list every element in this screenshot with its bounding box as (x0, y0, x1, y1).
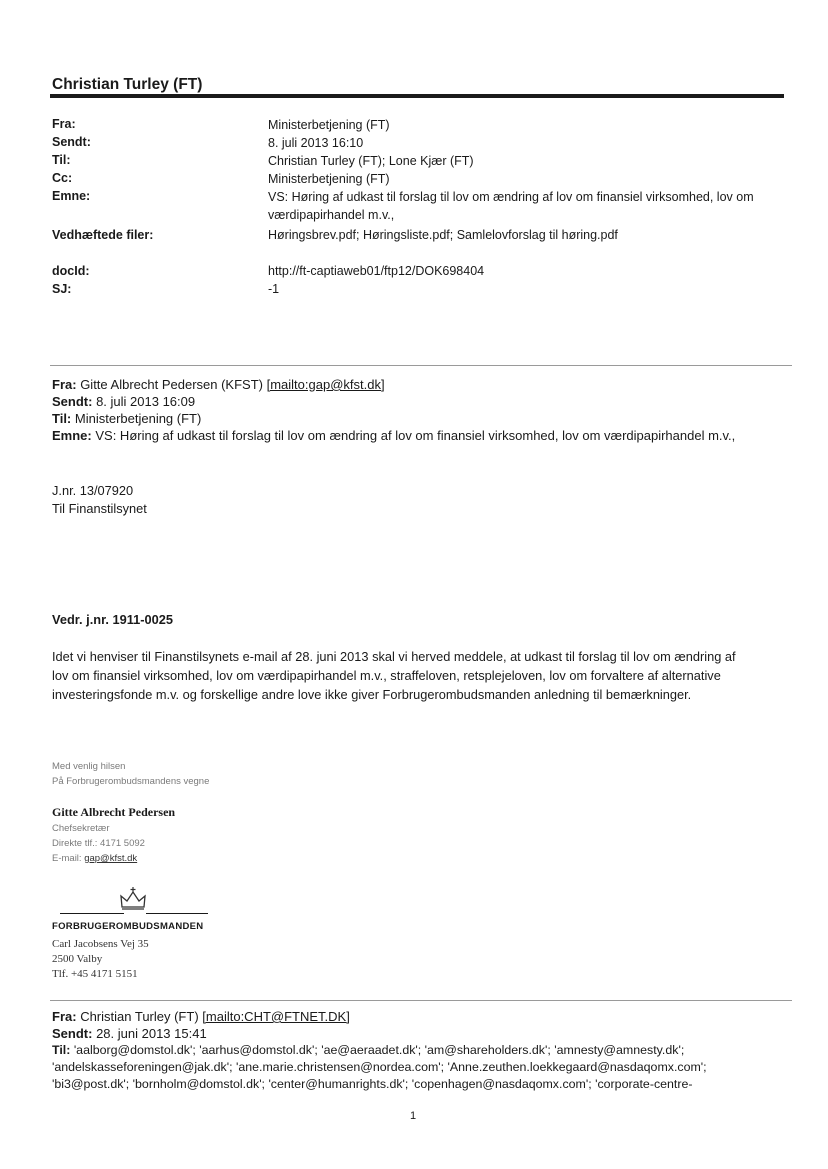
header-value: http://ft-captiaweb01/ftp12/DOK698404 (268, 264, 485, 278)
header-value: 8. juli 2013 16:10 (268, 136, 364, 150)
header-value: VS: Høring af udkast til forslag til lov om ændring af lov om finansiel virksomhed, lov om værdipapirhandel m.v., (268, 190, 754, 222)
message-separator (50, 1000, 792, 1001)
header-value: Ministerbetjening (FT) (268, 118, 390, 132)
to-recipients-line: 'aalborg@domstol.dk'; 'aarhus@domstol.dk'; 'ae@aeraadet.dk'; 'am@shareholders.dk'; 'amnesty@amnesty.dk'; (73, 1043, 685, 1057)
closing-greeting: Med venlig hilsen (52, 761, 126, 772)
message-separator (50, 365, 792, 366)
from-value: Christian Turley (FT) (80, 1009, 199, 1024)
sent-label: Sendt: (52, 394, 93, 409)
subject-value: VS: Høring af udkast til forslag til lov om ændring af lov om finansiel virksomhed, lov om værdipapirhandel m.v., (95, 428, 736, 443)
address-phone: Tlf. +45 4171 5151 (52, 968, 138, 980)
crown-logo-icon (118, 887, 148, 911)
header-label: docId: (52, 264, 90, 278)
header-label: Vedhæftede filer: (52, 228, 154, 242)
forwarded-subject (52, 427, 772, 444)
original-sent (52, 1025, 207, 1042)
closing-on-behalf: På Forbrugerombudsmandens vegne (52, 776, 210, 787)
logo-rule-right (146, 913, 208, 914)
header-value: Ministerbetjening (FT) (268, 172, 390, 186)
letter-recipient: Til Finanstilsynet (52, 501, 147, 516)
page-number: 1 (410, 1110, 417, 1122)
header-label: Sendt: (52, 135, 91, 149)
header-value: -1 (268, 282, 280, 296)
mailto-link[interactable]: [mailto:gap@kfst.dk] (266, 377, 385, 392)
forwarded-from (52, 376, 385, 393)
brand-name: FORBRUGEROMBUDSMANDEN (52, 921, 204, 932)
from-label: Fra: (52, 377, 77, 392)
signature-name: Gitte Albrecht Pedersen (52, 805, 176, 819)
sent-value: 8. juli 2013 16:09 (96, 394, 196, 409)
journal-number: J.nr. 13/07920 (52, 483, 134, 498)
header-value: Høringsbrev.pdf; Høringsliste.pdf; Samlelovforslag til høring.pdf (268, 228, 618, 242)
signature-phone: Direkte tlf.: 4171 5092 (52, 838, 145, 849)
from-value: Gitte Albrecht Pedersen (KFST) (80, 377, 263, 392)
address-city: 2500 Valby (52, 953, 103, 965)
forwarded-sent (52, 393, 195, 410)
original-from (52, 1008, 350, 1025)
logo-rule-left (60, 913, 124, 914)
header-label: Cc: (52, 171, 73, 185)
mailto-link[interactable]: [mailto:CHT@FTNET.DK] (202, 1009, 350, 1024)
from-label: Fra: (52, 1009, 77, 1024)
header-value: Christian Turley (FT); Lone Kjær (FT) (268, 154, 474, 168)
email-link[interactable]: gap@kfst.dk (84, 853, 138, 864)
to-label: Til: (52, 411, 72, 426)
title-rule (50, 94, 784, 98)
forwarded-to (52, 410, 201, 427)
original-to-cont: 'andelskasseforeningen@jak.dk'; 'ane.marie.christensen@nordea.com'; 'Anne.zeuthen.loekkegaard@nasdaqomx.com'; (52, 1060, 707, 1074)
header-label: Fra: (52, 117, 76, 131)
header-label: SJ: (52, 282, 72, 296)
document-title: Christian Turley (FT) (52, 76, 203, 93)
signature-title: Chefsekretær (52, 823, 110, 834)
header-label: Til: (52, 153, 71, 167)
subject-label: Emne: (52, 428, 92, 443)
sent-value: 28. juni 2013 15:41 (96, 1026, 207, 1041)
address-street: Carl Jacobsens Vej 35 (52, 938, 149, 950)
signature-email-line (52, 851, 137, 866)
reference-number: Vedr. j.nr. 1911-0025 (52, 612, 173, 627)
to-label: Til: (52, 1043, 71, 1057)
header-label: Emne: (52, 189, 91, 203)
email-label: E-mail: (52, 853, 82, 864)
letter-body: Idet vi henviser til Finanstilsynets e-mail af 28. juni 2013 skal vi herved meddele, at udkast til forslag til lov om ændring af lov om finansiel virksomhed, lov om værdipapirhandel m.v., straffeloven, retsplejeloven, lov om forvaltere af alternative investeringsfonde m.v. og forskellige andre love ikke giver Forbrugerombudsmanden anledning til bemærkninger. (52, 649, 736, 702)
original-to (52, 1042, 684, 1059)
original-to-cont: 'bi3@post.dk'; 'bornholm@domstol.dk'; 'center@humanrights.dk'; 'copenhagen@nasdaqomx.com'; 'corporate-centre- (52, 1077, 693, 1091)
sent-label: Sendt: (52, 1026, 93, 1041)
to-value: Ministerbetjening (FT) (74, 411, 202, 426)
